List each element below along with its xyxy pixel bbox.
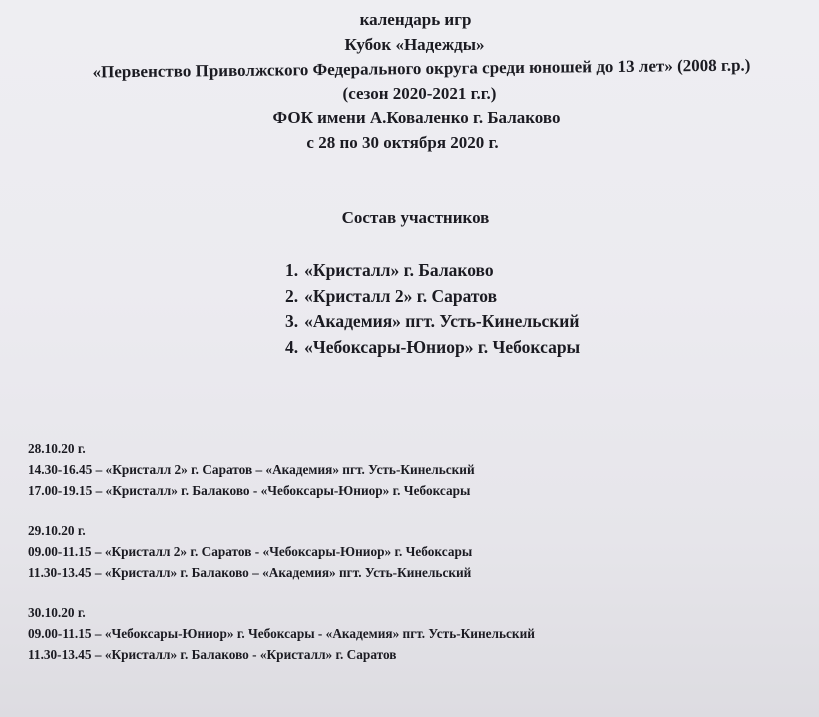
participant-item bbox=[285, 309, 580, 335]
header-line-6: с 28 по 30 октября 2020 г. bbox=[306, 132, 499, 152]
participant-item bbox=[285, 284, 580, 310]
participant-name: «Кристалл 2» г. Саратов bbox=[304, 285, 498, 306]
document-header bbox=[0, 8, 819, 156]
participant-number: 3. bbox=[285, 311, 299, 331]
header-line-2: Кубок «Надежды» bbox=[344, 34, 485, 54]
game-schedule bbox=[28, 438, 535, 684]
schedule-date: 30.10.20 г. bbox=[28, 605, 86, 620]
header-line-5: ФОК имени А.Коваленко г. Балаково bbox=[272, 108, 561, 128]
schedule-game: 11.30-13.45 – «Кристалл» г. Балаково – «Академия» пгт. Усть-Кинельский bbox=[28, 565, 472, 580]
header-line-4: (сезон 2020-2021 г.г.) bbox=[342, 83, 497, 103]
schedule-day bbox=[28, 602, 535, 665]
schedule-day bbox=[28, 438, 535, 501]
schedule-game: 14.30-16.45 – «Кристалл 2» г. Саратов – «Академия» пгт. Усть-Кинельский bbox=[28, 462, 475, 477]
participant-number: 1. bbox=[285, 260, 299, 280]
participant-item bbox=[285, 335, 580, 361]
participant-number: 2. bbox=[285, 285, 299, 306]
schedule-game: 11.30-13.45 – «Кристалл» г. Балаково - «Кристалл» г. Саратов bbox=[28, 647, 397, 662]
participants-list bbox=[285, 258, 580, 360]
participant-item bbox=[285, 258, 580, 284]
schedule-date: 29.10.20 г. bbox=[28, 523, 86, 538]
schedule-date: 28.10.20 г. bbox=[28, 441, 86, 456]
schedule-day bbox=[28, 520, 535, 583]
participant-name: «Академия» пгт. Усть-Кинельский bbox=[304, 311, 580, 331]
schedule-game: 17.00-19.15 – «Кристалл» г. Балаково - «Чебоксары-Юниор» г. Чебоксары bbox=[28, 483, 471, 498]
schedule-game: 09.00-11.15 – «Кристалл 2» г. Саратов - «Чебоксары-Юниор» г. Чебоксары bbox=[28, 544, 473, 559]
participant-name: «Чебоксары-Юниор» г. Чебоксары bbox=[304, 336, 581, 357]
participants-title: Состав участников bbox=[341, 208, 490, 227]
participant-name: «Кристалл» г. Балаково bbox=[304, 260, 494, 280]
header-line-1: календарь игр bbox=[359, 10, 472, 29]
participant-number: 4. bbox=[285, 336, 299, 357]
schedule-game: 09.00-11.15 – «Чебоксары-Юниор» г. Чебоксары - «Академия» пгт. Усть-Кинельский bbox=[28, 626, 535, 641]
header-line-3: «Первенство Приволжского Федерального округа среди юношей до 13 лет» (2008 г.р.) bbox=[92, 55, 751, 82]
